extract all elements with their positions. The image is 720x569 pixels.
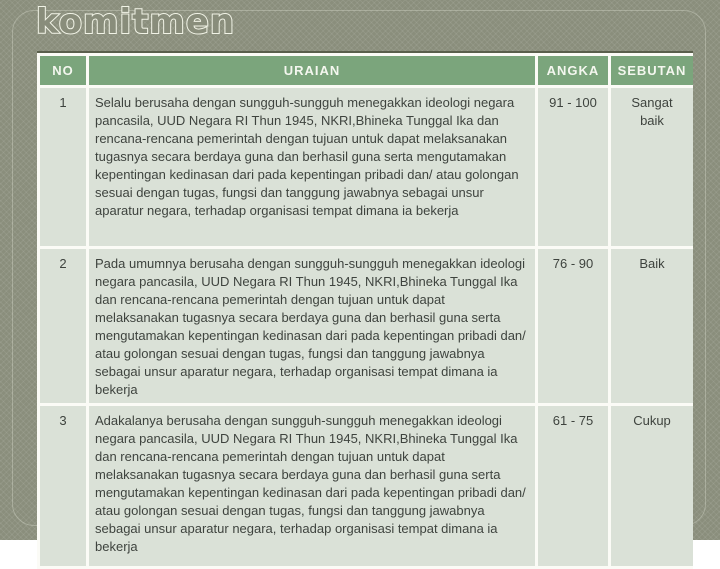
cell-no: 3 — [40, 406, 86, 566]
cell-uraian: Adakalanya berusaha dengan sungguh-sungguh menegakkan ideologi negara pancasila, UUD Negara RI Thun 1945, NKRI,Bhineka Tunggal Ika dan rencana-rencana pemerintah dengan tujuan untuk dapat melaksanakan tugasnya secara berdaya guna dan berhasil guna serta mengutamakan kepentingan kedinasan dari pada kepentingan pribadi dan/ atau golongan sesuai dengan tugas, fungsi dan tanggung jawabnya sebagai unsur aparatur negara, terhadap organisasi tempat dimana ia bekerja — [89, 406, 535, 566]
cell-uraian: Pada umumnya berusaha dengan sungguh-sungguh menegakkan ideologi negara pancasila, UUD Negara RI Thun 1945, NKRI,Bhineka Tunggal Ika dan rencana-rencana pemerintah dengan tujuan untuk dapat melaksanakan tugasnya secara berdaya guna dan berhasil guna serta mengutamakan kepentingan kedinasan dari pada kepentingan pribadi dan/ atau golongan sesuai dengan tugas, fungsi dan tanggung jawabnya sebagai unsur aparatur negara, terhadap organisasi tempat dimana ia bekerja — [89, 249, 535, 403]
table-header-row — [40, 56, 693, 85]
column-header-angka: ANGKA — [538, 56, 608, 85]
column-header-sebutan: SEBUTAN — [611, 56, 693, 85]
cell-sebutan: Cukup — [611, 406, 693, 566]
cell-sebutan: Sangat baik — [611, 88, 693, 246]
rating-table-container — [37, 51, 693, 569]
slide-title: komitmen — [36, 2, 236, 42]
cell-angka: 91 - 100 — [538, 88, 608, 246]
cell-no: 2 — [40, 249, 86, 403]
table-row — [40, 249, 693, 403]
cell-sebutan: Baik — [611, 249, 693, 403]
cell-angka: 76 - 90 — [538, 249, 608, 403]
table-row — [40, 88, 693, 246]
rating-table — [37, 53, 696, 569]
column-header-no: NO — [40, 56, 86, 85]
table-row — [40, 406, 693, 566]
column-header-uraian: URAIAN — [89, 56, 535, 85]
cell-uraian: Selalu berusaha dengan sungguh-sungguh menegakkan ideologi negara pancasila, UUD Negara RI Thun 1945, NKRI,Bhineka Tunggal Ika dan rencana-rencana pemerintah dengan tujuan untuk dapat melaksanakan tugasnya secara berdaya guna dan berhasil guna serta mengutamakan kepentingan kedinasan dari pada kepentingan pribadi dan/ atau golongan sesuai dengan tugas, fungsi dan tanggung jawabnya sebagai unsur aparatur negara, terhadap organisasi tempat dimana ia bekerja — [89, 88, 535, 246]
cell-angka: 61 - 75 — [538, 406, 608, 566]
cell-no: 1 — [40, 88, 86, 246]
